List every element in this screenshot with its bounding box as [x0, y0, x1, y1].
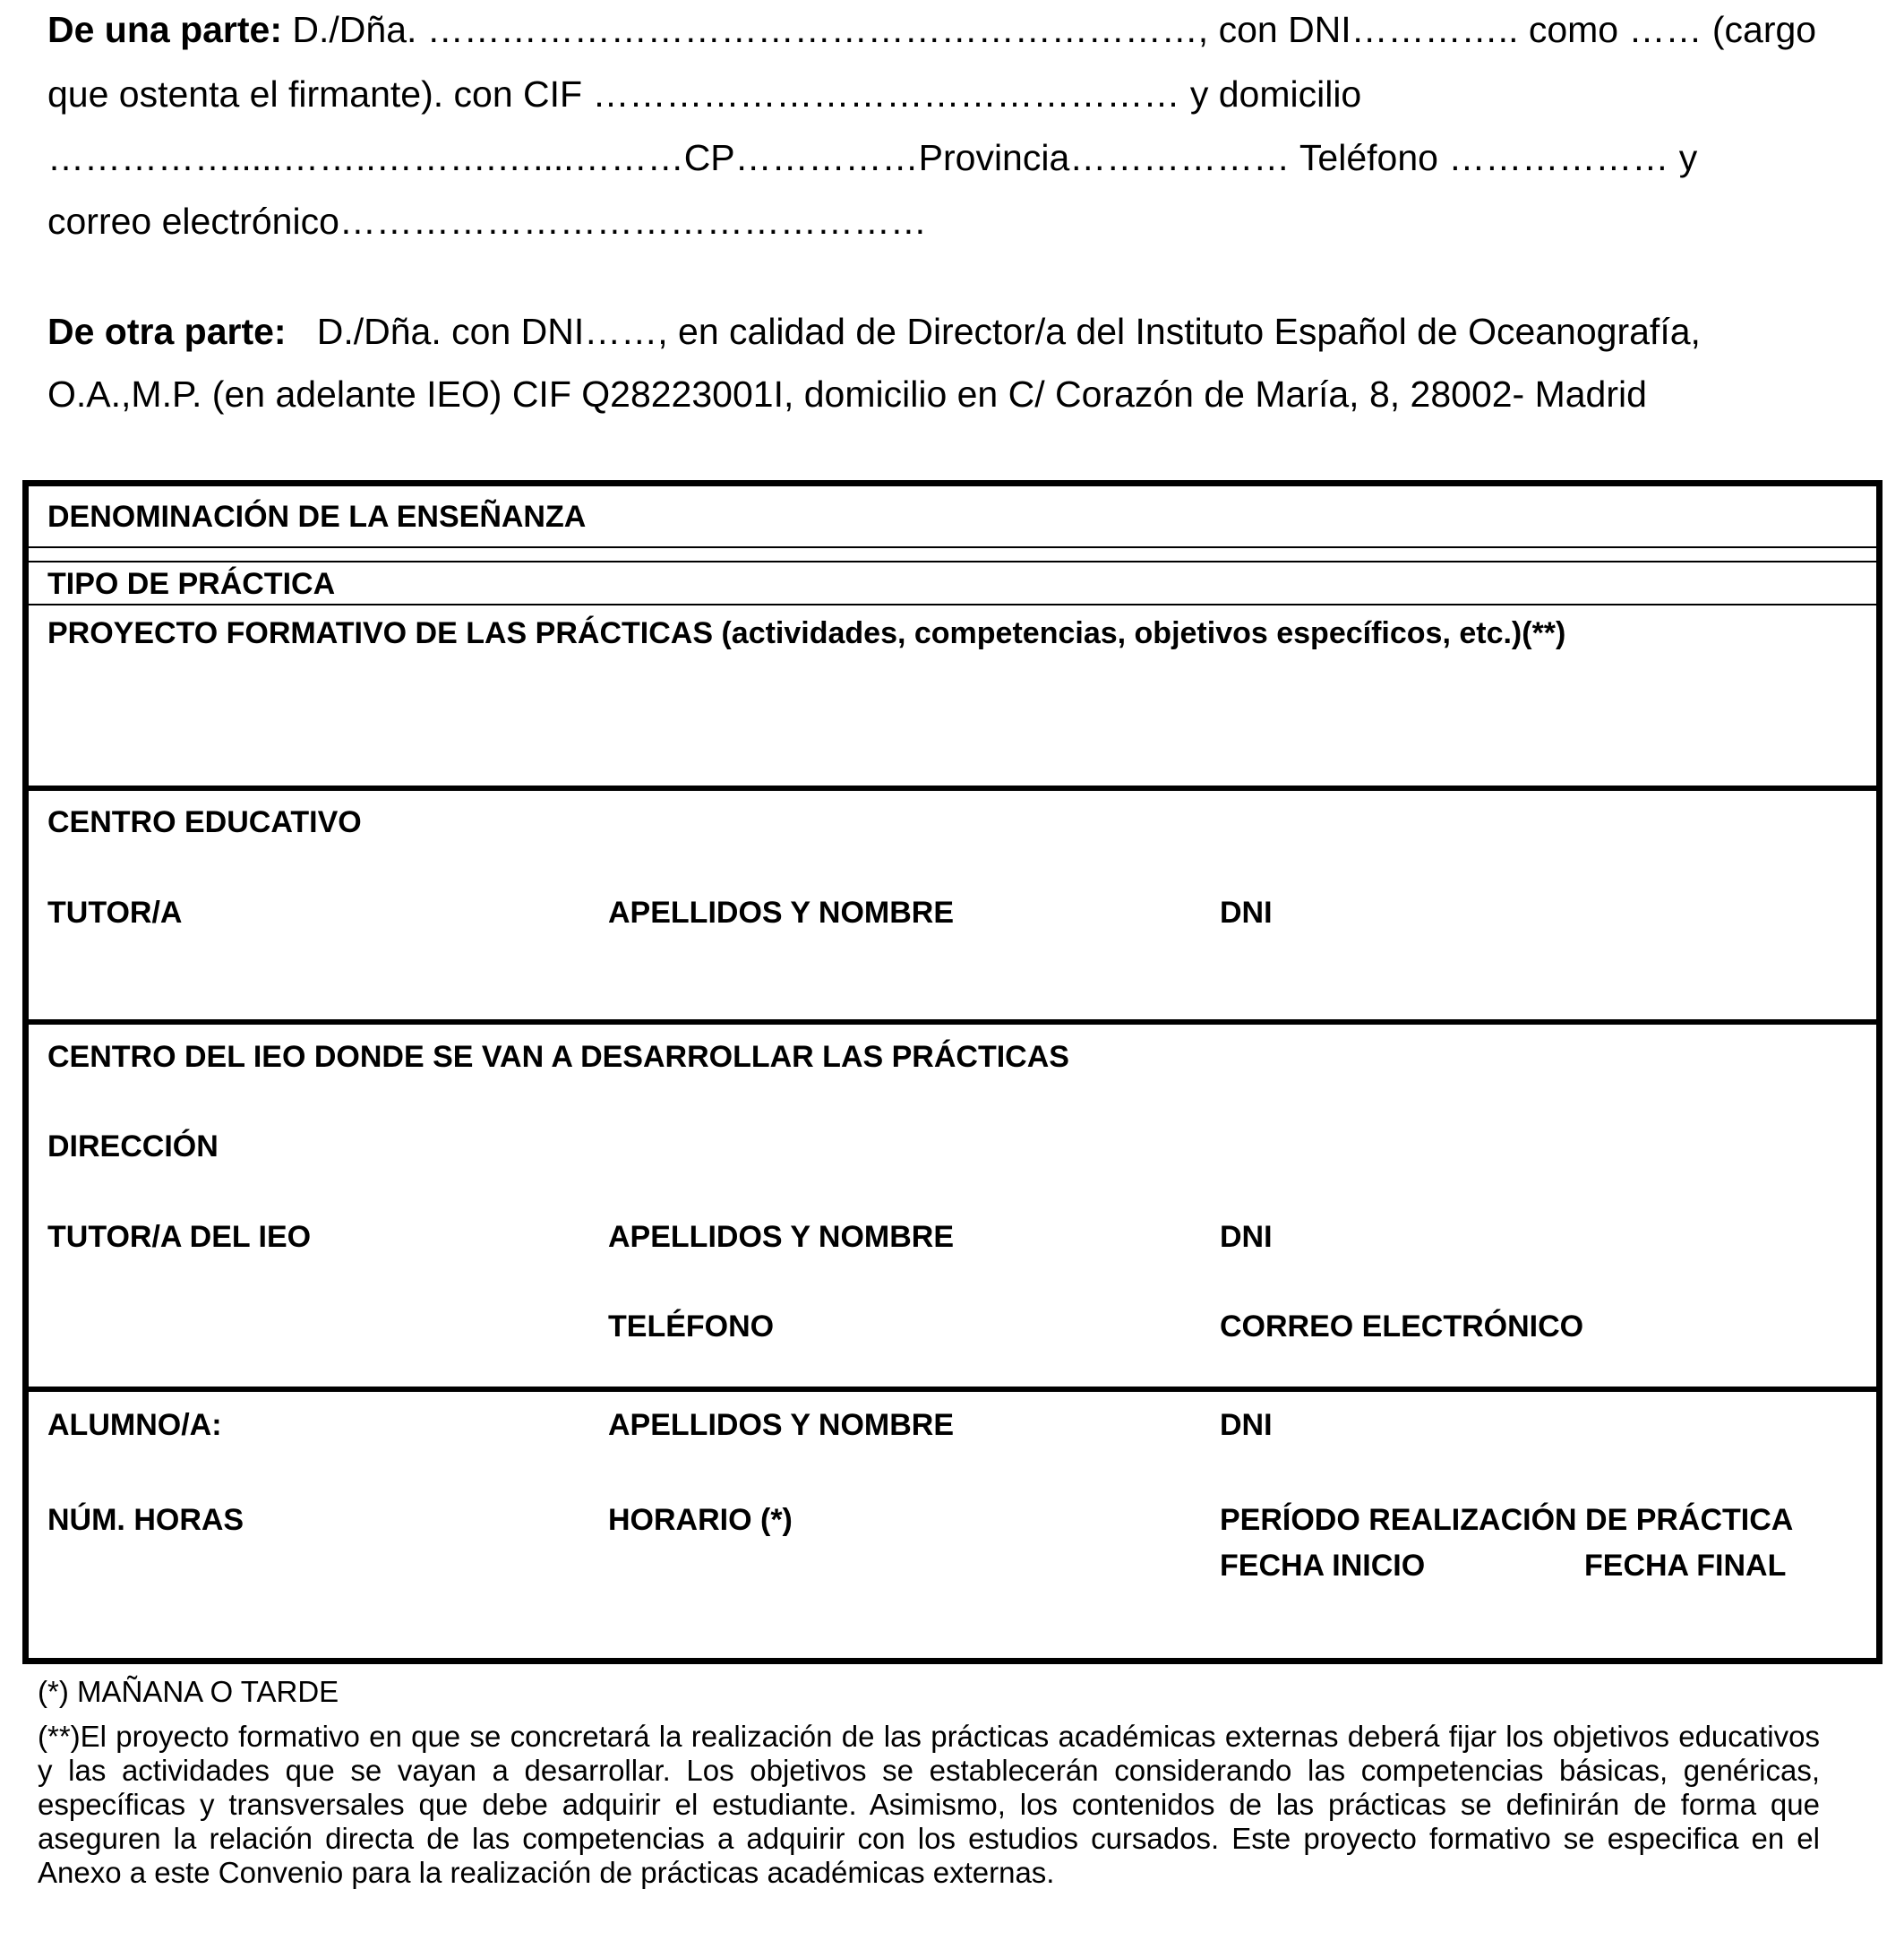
table-border-top [22, 480, 1883, 486]
horario-label: HORARIO (*) [608, 1503, 793, 1537]
section-divider-alumno [29, 1387, 1876, 1392]
party-one-line-1 [47, 9, 1817, 50]
alumno-label: ALUMNO/A: [47, 1408, 222, 1442]
num-horas-label: NÚM. HORAS [47, 1503, 244, 1537]
alumno-dni-label: DNI [1220, 1408, 1273, 1442]
party-one-line-3: …………….....……..……….…....………CP……………Provincia……………… Teléfono ……………… y [47, 137, 1698, 178]
table-border-right [1876, 480, 1883, 1664]
table-border-bottom [22, 1658, 1883, 1664]
tipo-practica-label: TIPO DE PRÁCTICA [47, 567, 336, 601]
denominacion-label: DENOMINACIÓN DE LA ENSEÑANZA [47, 500, 587, 534]
row-divider-1 [29, 546, 1876, 548]
party-two-line-1 [47, 313, 1701, 350]
tutor-ieo-telefono-label: TELÉFONO [608, 1309, 775, 1344]
row-divider-3 [29, 604, 1876, 605]
direccion-label: DIRECCIÓN [47, 1129, 219, 1163]
tutor-ieo-correo-label: CORREO ELECTRÓNICO [1220, 1309, 1584, 1344]
centro-ieo-heading: CENTRO DEL IEO DONDE SE VAN A DESARROLLAR LAS PRÁCTICAS [47, 1040, 1069, 1074]
footnote-line: aseguren la relación directa de las competencias a adquirir con los estudios cursados. Este proyecto formativo se especifica en el [38, 1822, 1820, 1855]
party-one-line-2: que ostenta el firmante). con CIF ………………………………………… y domicilio [47, 73, 1362, 115]
section-divider-centro-educativo [29, 786, 1876, 791]
tutor-apellidos-label: APELLIDOS Y NOMBRE [608, 896, 955, 930]
tutor-ieo-apellidos-label: APELLIDOS Y NOMBRE [608, 1220, 955, 1254]
fecha-final-label: FECHA FINAL [1584, 1549, 1787, 1583]
periodo-label: PERÍODO REALIZACIÓN DE PRÁCTICA [1220, 1503, 1794, 1537]
tutor-ieo-label: TUTOR/A DEL IEO [47, 1220, 312, 1254]
footnote-manana-tarde: (*) MAÑANA O TARDE [38, 1675, 339, 1708]
table-border-left [22, 480, 29, 1664]
footnote-line: (**)El proyecto formativo en que se concretará la realización de las prácticas académicas externas deberá fijar los objetivos educativos [38, 1720, 1820, 1753]
party-two-text-1: D./Dña. con DNI……, en calidad de Director/a del Instituto Español de Oceanografía, [316, 311, 1701, 352]
party-one-label: De una parte: [47, 9, 282, 50]
section-divider-centro-ieo [29, 1019, 1876, 1025]
alumno-apellidos-label: APELLIDOS Y NOMBRE [608, 1408, 955, 1442]
party-two-line-2: O.A.,M.P. (en adelante IEO) CIF Q28223001I, domicilio en C/ Corazón de María, 8, 28002- Madrid [47, 373, 1647, 415]
footnote-line: Anexo a este Convenio para la realización de prácticas académicas externas. [38, 1856, 1055, 1889]
proyecto-formativo-title: PROYECTO FORMATIVO DE LAS PRÁCTICAS [47, 616, 714, 650]
tutor-label: TUTOR/A [47, 896, 183, 930]
centro-educativo-heading: CENTRO EDUCATIVO [47, 805, 362, 839]
row-divider-2 [29, 561, 1876, 562]
footnote-line: específicas y transversales que debe adquirir el estudiante. Asimismo, los contenidos de las prácticas se definirán de forma que [38, 1788, 1820, 1821]
footnote-line: y las actividades que se vayan a desarrollar. Los objetivos se establecerán considerando las competencias básicas, genéricas, [38, 1754, 1820, 1787]
tutor-dni-label: DNI [1220, 896, 1273, 930]
party-one-text-1: D./Dña. ………………………………………………………, con DNI………….. como …… (cargo [292, 9, 1817, 50]
fecha-inicio-label: FECHA INICIO [1220, 1549, 1426, 1583]
party-two-label: De otra parte: [47, 311, 287, 352]
tutor-ieo-dni-label: DNI [1220, 1220, 1273, 1254]
party-one-line-4: correo electrónico………………………………………… [47, 201, 927, 242]
proyecto-formativo-note: (actividades, competencias, objetivos específicos, etc.)(**) [713, 616, 1566, 650]
proyecto-formativo-label [47, 618, 1565, 648]
